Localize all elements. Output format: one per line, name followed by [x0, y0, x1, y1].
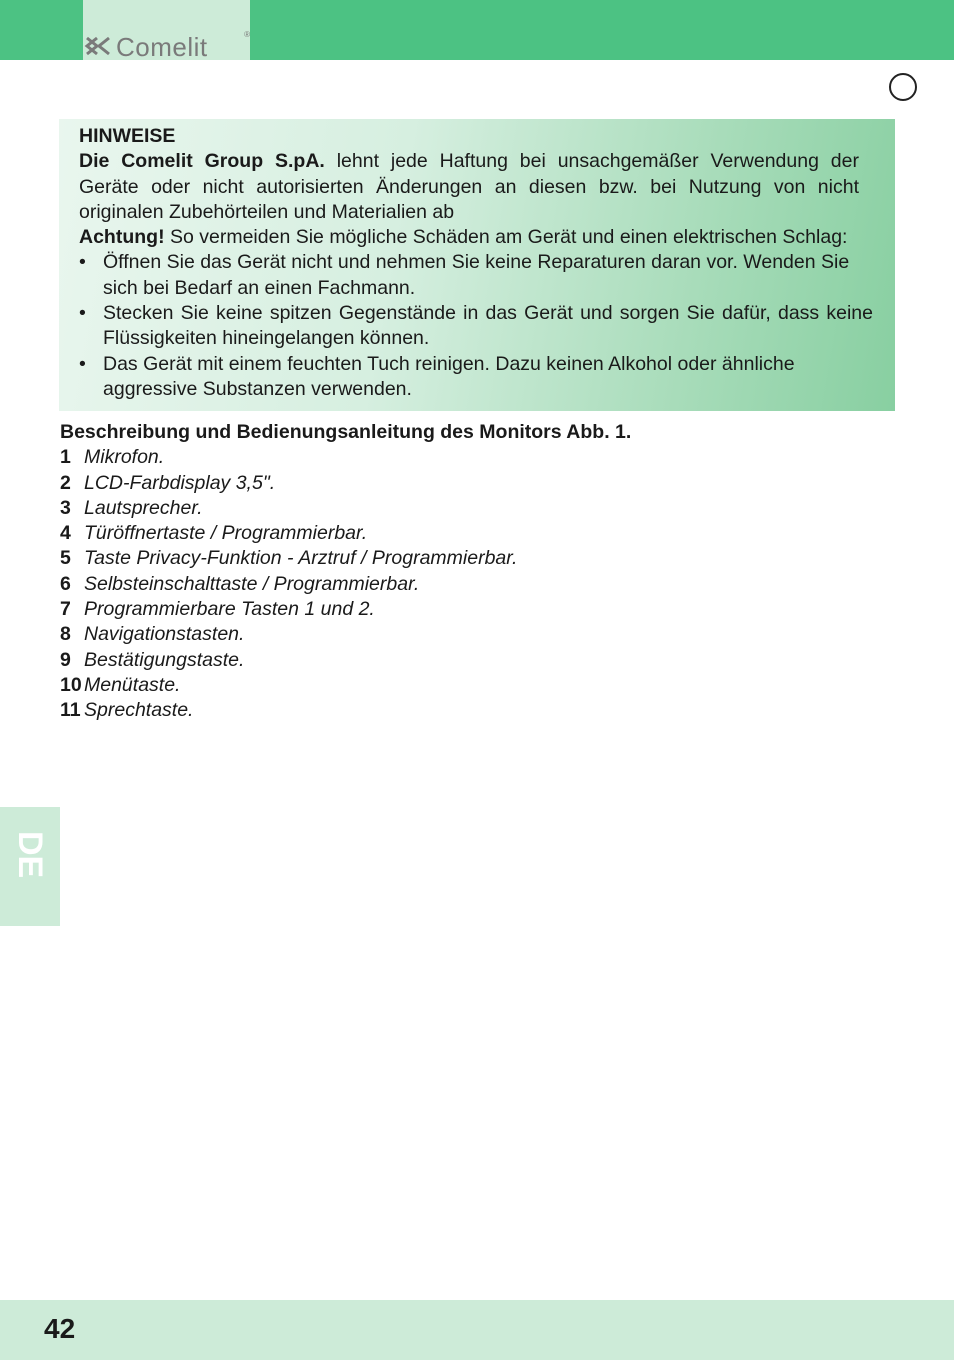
item-number: 9 [60, 648, 71, 671]
notice-bullet-text: Das Gerät mit einem feuchten Tuch reinigen. Dazu keinen Alkohol oder ähnliche aggressive Substanzen verwenden. [103, 352, 795, 400]
item-text: Bestätigungstaste. [84, 648, 245, 671]
item-number: 7 [60, 598, 71, 621]
notice-warning-paragraph [79, 225, 873, 250]
item-text: Mikrofon. [84, 446, 165, 469]
bullet-dot: • [79, 251, 86, 274]
logo-panel [83, 0, 250, 60]
registered-mark: ® [244, 30, 250, 39]
list-item [60, 673, 860, 698]
language-code: DE [11, 831, 49, 879]
list-item [60, 445, 860, 470]
item-number: 2 [60, 471, 71, 494]
item-text: Programmierbare Tasten 1 und 2. [84, 598, 375, 621]
item-number: 6 [60, 572, 71, 595]
list-item [60, 597, 860, 622]
item-text: LCD-Farbdisplay 3,5". [84, 471, 276, 494]
page-number: 42 [44, 1313, 76, 1344]
bullet-dot: • [79, 302, 86, 325]
item-text: Taste Privacy-Funktion - Arztruf / Programmierbar. [84, 547, 518, 570]
item-text: Lautsprecher. [84, 496, 203, 519]
item-text: Menütaste. [84, 673, 181, 696]
notice-bullet [79, 250, 873, 301]
bullet-dot: • [79, 352, 86, 375]
notice-company-paragraph [79, 149, 859, 225]
notice-company-bold: Die Comelit Group S.pA. [79, 150, 325, 173]
list-item [60, 471, 860, 496]
list-item [60, 521, 860, 546]
list-item [60, 546, 860, 571]
notice-heading: HINWEISE [79, 125, 176, 147]
circle-mark-icon [889, 73, 917, 101]
item-number: 3 [60, 496, 71, 519]
monitor-description-section [60, 420, 860, 724]
notice-warning-text: So vermeiden Sie mögliche Schäden am Gerät und einen elektrischen Schlag: [164, 226, 848, 249]
item-text: Selbsteinschalttaste / Programmierbar. [84, 572, 420, 595]
language-tab [0, 807, 60, 926]
item-text: Türöffnertaste / Programmierbar. [84, 522, 368, 545]
item-text: Navigationstasten. [84, 623, 245, 646]
list-item [60, 698, 860, 723]
notice-bullet [79, 352, 873, 403]
section-title: Beschreibung und Bedienungsanleitung des Monitors Abb. 1. [60, 421, 632, 443]
notice-company-text: lehnt jede Haftung bei unsachgemäßer Verwendung der Geräte oder nicht autorisierten Änderungen an diesen bzw. bei Nutzung von nicht originalen Zubehörteilen und Materialien ab [79, 150, 859, 223]
notice-box [59, 119, 895, 411]
notice-bullet [79, 301, 873, 352]
logo-wordmark: Comelit [116, 32, 208, 62]
notice-bullet-text: Stecken Sie keine spitzen Gegenstände in das Gerät und sorgen Sie dafür, dass keine Flüssigkeiten hineingelangen können. [103, 302, 873, 350]
list-item [60, 572, 860, 597]
notice-warning-bold: Achtung! [79, 226, 165, 249]
list-item [60, 622, 860, 647]
notice-bullet-text: Öffnen Sie das Gerät nicht und nehmen Sie keine Reparaturen daran vor. Wenden Sie sich bei Bedarf an einen Fachmann. [103, 251, 850, 299]
item-number: 1 [60, 446, 71, 469]
item-number: 8 [60, 623, 71, 646]
footer-bar [0, 1300, 954, 1360]
list-item [60, 648, 860, 673]
item-number: 5 [60, 547, 71, 570]
item-text: Sprechtaste. [84, 699, 194, 722]
comelit-logo [83, 30, 250, 62]
comelit-mark-icon [83, 36, 115, 56]
item-number: 11 [60, 699, 81, 722]
list-item [60, 496, 860, 521]
item-number: 4 [60, 522, 71, 545]
item-number: 10 [60, 673, 82, 696]
